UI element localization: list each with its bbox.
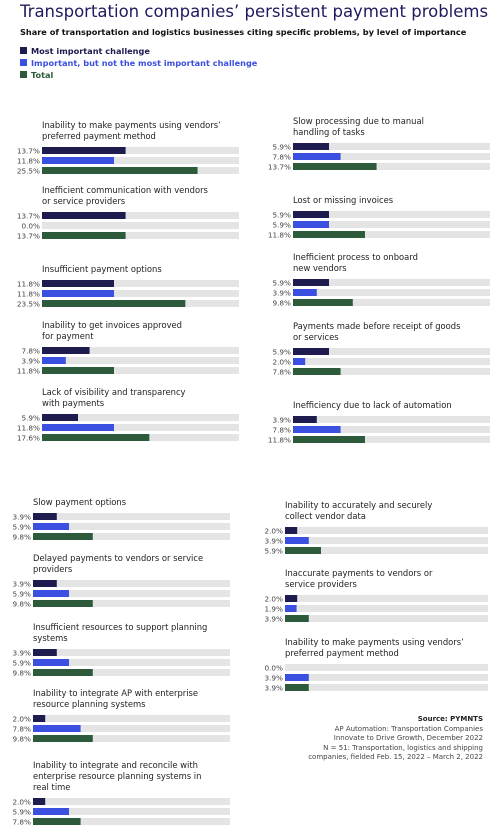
panel-label: providers [33, 564, 73, 574]
bar [293, 426, 341, 433]
panel-label: systems [33, 633, 68, 643]
data-label: 7.8% [21, 346, 40, 356]
bar [285, 684, 309, 691]
panel-label: real time [33, 782, 71, 792]
data-label: 9.8% [12, 532, 31, 542]
data-label: 11.8% [16, 423, 40, 433]
bar-track [33, 649, 230, 656]
data-label: 3.9% [264, 536, 283, 546]
bar [285, 674, 309, 681]
data-label: 3.9% [264, 673, 283, 683]
data-label: 5.9% [12, 522, 31, 532]
panel-label: preferred payment method [285, 648, 399, 658]
panel-label: with payments [42, 398, 105, 408]
legend-label-total: Total [31, 69, 54, 80]
bar [293, 368, 341, 375]
data-label: 9.8% [12, 668, 31, 678]
bar [293, 221, 329, 228]
panel-label: Lack of visibility and transparency [42, 387, 186, 397]
bar [42, 167, 198, 174]
panel-label: Insufficient resources to support planning [33, 622, 208, 632]
data-label: 13.7% [267, 162, 291, 172]
data-label: 11.8% [267, 230, 291, 240]
data-label: 23.5% [16, 299, 40, 309]
data-label: 0.0% [21, 221, 40, 231]
source-note [308, 715, 483, 763]
bar-track [293, 416, 490, 423]
data-label: 0.0% [264, 663, 283, 673]
bar-track [285, 595, 488, 602]
bar [33, 649, 57, 656]
bar [33, 818, 81, 825]
bar-track [33, 513, 230, 520]
bar [42, 347, 90, 354]
bar [293, 143, 329, 150]
panel-label: or services [293, 332, 339, 342]
bar-track [293, 358, 490, 365]
data-label: 11.8% [16, 289, 40, 299]
panel-label: enterprise resource planning systems in [33, 771, 202, 781]
bar-track [285, 684, 488, 691]
panel-label: service providers [285, 579, 357, 589]
data-label: 5.9% [12, 807, 31, 817]
bar [33, 590, 69, 597]
panel-label: Inability to make payments using vendors’ [42, 120, 221, 130]
panel-label: resource planning systems [33, 699, 146, 709]
data-label: 5.9% [272, 142, 291, 152]
bar [33, 808, 69, 815]
bar-track [33, 715, 230, 722]
data-label: 3.9% [21, 356, 40, 366]
bar-track [285, 537, 488, 544]
panel-label: Inability to accurately and securely [285, 500, 433, 510]
panel-label: Insufficient payment options [42, 264, 162, 274]
source-line: Innovate to Drive Growth, December 2022 [333, 734, 483, 742]
data-label: 2.0% [264, 594, 283, 604]
panel-label: new vendors [293, 263, 347, 273]
bar-track [42, 222, 239, 229]
data-label: 5.9% [272, 278, 291, 288]
data-label: 9.8% [272, 298, 291, 308]
data-label: 17.6% [16, 433, 40, 443]
bar [42, 290, 114, 297]
data-label: 1.9% [264, 604, 283, 614]
bar [293, 231, 365, 238]
data-label: 9.8% [12, 599, 31, 609]
panel-label: preferred payment method [42, 131, 156, 141]
bar [293, 436, 365, 443]
bar [285, 595, 297, 602]
bar [33, 523, 69, 530]
bar [42, 367, 114, 374]
panel-label: or service providers [42, 196, 126, 206]
panel-label: Lost or missing invoices [293, 195, 394, 205]
bar [42, 300, 185, 307]
data-label: 13.7% [16, 146, 40, 156]
bar-track [42, 357, 239, 364]
source-line: companies, fielded Feb. 15, 2022 – March 2, 2022 [308, 753, 483, 761]
data-label: 2.0% [272, 357, 291, 367]
bar [293, 279, 329, 286]
data-label: 3.9% [272, 415, 291, 425]
panel-label: Inability to make payments using vendors’ [285, 637, 464, 647]
chart-title: Transportation companies’ persistent payment problems [20, 2, 489, 21]
source-title: Source: PYMNTS [417, 715, 483, 723]
data-label: 9.8% [12, 734, 31, 744]
bar [42, 424, 114, 431]
data-label: 3.9% [272, 288, 291, 298]
data-label: 3.9% [264, 614, 283, 624]
bar [293, 289, 317, 296]
bar [293, 153, 341, 160]
data-label: 11.8% [267, 435, 291, 445]
legend-label-most-important: Most important challenge [31, 45, 150, 56]
panel-label: Slow processing due to manual [293, 116, 424, 126]
source-line: N = 51: Transportation, logistics and shipping [323, 743, 483, 752]
data-label: 5.9% [272, 220, 291, 230]
bar [285, 537, 309, 544]
data-label: 7.8% [272, 152, 291, 162]
bar [42, 357, 66, 364]
bar [293, 299, 353, 306]
bar [42, 414, 78, 421]
bar-track [33, 798, 230, 805]
data-label: 3.9% [12, 579, 31, 589]
bar [33, 533, 93, 540]
panel-label: Inefficient communication with vendors [42, 185, 208, 195]
bar [33, 513, 57, 520]
bar [42, 157, 114, 164]
bar [293, 163, 377, 170]
data-label: 11.8% [16, 279, 40, 289]
bar [293, 358, 305, 365]
data-label: 5.9% [12, 589, 31, 599]
panel-label: handling of tasks [293, 127, 365, 137]
panel-label: Inefficient process to onboard [293, 252, 418, 262]
bar [33, 798, 45, 805]
panel-label: Delayed payments to vendors or service [33, 553, 204, 563]
bar [33, 659, 69, 666]
data-label: 7.8% [272, 367, 291, 377]
data-label: 3.9% [12, 648, 31, 658]
legend-label-important: Important, but not the most important challenge [31, 57, 258, 68]
data-label: 3.9% [264, 683, 283, 693]
bar-track [285, 527, 488, 534]
data-label: 13.7% [16, 211, 40, 221]
bar [42, 434, 149, 441]
data-label: 25.5% [16, 166, 40, 176]
bar-track [33, 580, 230, 587]
bar-track [285, 605, 488, 612]
data-label: 2.0% [264, 526, 283, 536]
bar [293, 416, 317, 423]
data-label: 11.8% [16, 156, 40, 166]
bar [285, 615, 309, 622]
data-label: 7.8% [12, 724, 31, 734]
bar [293, 348, 329, 355]
bar [33, 600, 93, 607]
bar [285, 547, 321, 554]
bar [42, 212, 126, 219]
data-label: 3.9% [12, 512, 31, 522]
panel-label: Inability to get invoices approved [42, 320, 182, 330]
data-label: 5.9% [264, 546, 283, 556]
panel-label: for payment [42, 331, 94, 341]
panel-label: Inaccurate payments to vendors or [285, 568, 433, 578]
bar [285, 605, 297, 612]
bar [285, 527, 297, 534]
bar [33, 580, 57, 587]
panel-label: Inefficiency due to lack of automation [293, 400, 452, 410]
data-label: 11.8% [16, 366, 40, 376]
data-label: 5.9% [21, 413, 40, 423]
bar-track [285, 674, 488, 681]
panel-label: Inability to integrate AP with enterprise [33, 688, 199, 698]
data-label: 5.9% [272, 347, 291, 357]
bar-track [285, 664, 488, 671]
panel-label: collect vendor data [285, 511, 366, 521]
data-label: 2.0% [12, 714, 31, 724]
panel-label: Payments made before receipt of goods [293, 321, 461, 331]
data-label: 13.7% [16, 231, 40, 241]
data-label: 7.8% [12, 817, 31, 827]
bar [33, 735, 93, 742]
data-label: 5.9% [272, 210, 291, 220]
bar-track [285, 615, 488, 622]
source-line: AP Automation: Transportation Companies [334, 724, 483, 733]
data-label: 5.9% [12, 658, 31, 668]
bar [42, 147, 126, 154]
bar [293, 211, 329, 218]
data-label: 2.0% [12, 797, 31, 807]
panel-label: Inability to integrate and reconcile with [33, 760, 198, 770]
panel-label: Slow payment options [33, 497, 127, 507]
chart-subtitle: Share of transportation and logistics businesses citing specific problems, by level of importance [20, 27, 467, 37]
bar [33, 715, 45, 722]
bar-track [293, 289, 490, 296]
bar [33, 669, 93, 676]
bar [42, 232, 126, 239]
bar [33, 725, 81, 732]
data-label: 7.8% [272, 425, 291, 435]
bar [42, 280, 114, 287]
